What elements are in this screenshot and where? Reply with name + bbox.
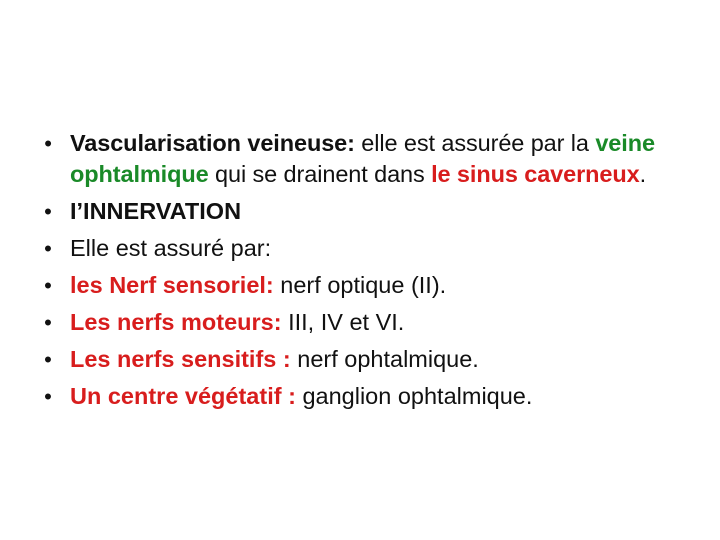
list-item-assure-par (36, 233, 676, 264)
term-ophtalmique: ophtalmique (70, 161, 209, 187)
bullet-icon: • (44, 347, 52, 372)
term-nerf-sensoriel: les Nerf sensoriel: (70, 272, 274, 298)
text-ganglion: ganglion ophtalmique. (295, 383, 533, 409)
list-item-innervation (36, 196, 676, 227)
text-segment: qui se drainent dans (208, 161, 432, 187)
term-veine: veine (595, 130, 655, 156)
list-item-nerfs-sensitifs (36, 344, 676, 375)
term-sinus-caverneux: le sinus caverneux (431, 161, 640, 187)
bullet-list (36, 128, 676, 418)
text-nerf-optique: nerf optique (II). (273, 272, 447, 298)
term-nerfs-moteurs: Les nerfs moteurs: (70, 309, 282, 335)
text-nerf-ophtalmique: nerf ophtalmique. (290, 346, 479, 372)
list-item-nerfs-moteurs (36, 307, 676, 338)
text-period: . (639, 161, 647, 187)
text-segment: elle est assurée par la (354, 130, 596, 156)
bullet-icon: • (44, 384, 52, 409)
bullet-icon: • (44, 236, 52, 261)
bullet-icon: • (44, 131, 52, 156)
bullet-icon: • (44, 199, 52, 224)
term-nerfs-sensitifs: Les nerfs sensitifs : (70, 346, 291, 372)
bullet-icon: • (44, 310, 52, 335)
list-item-centre-vegetatif (36, 381, 676, 412)
term-vascularisation: Vascularisation veineuse: (70, 130, 355, 156)
list-item-vascularisation (36, 128, 676, 190)
text-moteurs-values: III, IV et VI. (281, 309, 405, 335)
heading-innervation: I’INNERVATION (70, 198, 242, 224)
list-item-nerf-sensoriel (36, 270, 676, 301)
bullet-icon: • (44, 273, 52, 298)
text-assure-par: Elle est assuré par: (70, 235, 272, 261)
term-centre-vegetatif: Un centre végétatif : (70, 383, 296, 409)
